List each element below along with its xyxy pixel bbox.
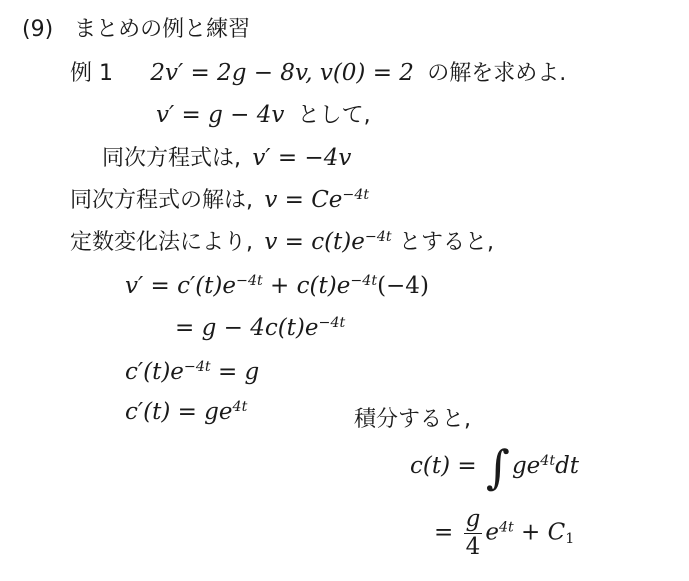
variation-of-parameters-line (70, 231, 494, 254)
homogeneous-text: 同次方程式は, (102, 146, 241, 171)
section-title: まとめの例と練習 (74, 17, 251, 42)
homogeneous-solution-line (70, 189, 369, 212)
section-heading (22, 19, 250, 41)
cancel-line: $c'(t)e^{-4t} = g$ (125, 359, 260, 385)
homogeneous-equation: v′ = −4v (252, 145, 352, 171)
fraction-g-over-4: $\frac{g}{4}$ (465, 506, 481, 560)
variation-equation: $v = c(t)e^{-4t}$ (264, 229, 392, 255)
final-line: = $\frac{g}{4}$ $e^{4t} + C_1$ (434, 506, 575, 560)
section-number: (9) (22, 17, 54, 42)
derivative-line: $v' = c'(t)e^{-4t} + c(t)e^{-4t}(-4)$ (125, 273, 429, 299)
homogeneous-line (102, 147, 351, 170)
problem-equation: 2v′ = 2g − 8v, v(0) = 2 (150, 60, 414, 86)
problem-instruction: の解を求めよ. (427, 61, 567, 86)
homogeneous-solution: $v = Ce^{-4t}$ (264, 187, 370, 213)
example-label: 例 1 (70, 61, 113, 86)
variation-tail: とすると, (398, 230, 494, 255)
variation-text: 定数変化法により, (70, 230, 253, 255)
homogeneous-solution-text: 同次方程式の解は, (70, 188, 253, 213)
rewrite-line (156, 104, 371, 127)
rewrite-equation: v′ = g − 4v (156, 102, 285, 128)
integral-line: $c(t) = \int ge^{4t}dt$ (410, 440, 580, 494)
integrate-text: 積分すると, (354, 407, 471, 432)
substitution-line: = $g - 4c(t)e^{-4t}$ (175, 315, 346, 341)
problem-line (70, 62, 566, 85)
rewrite-text: として, (297, 103, 371, 128)
cprime-line: $c'(t) = ge^{4t}$ (125, 399, 248, 425)
